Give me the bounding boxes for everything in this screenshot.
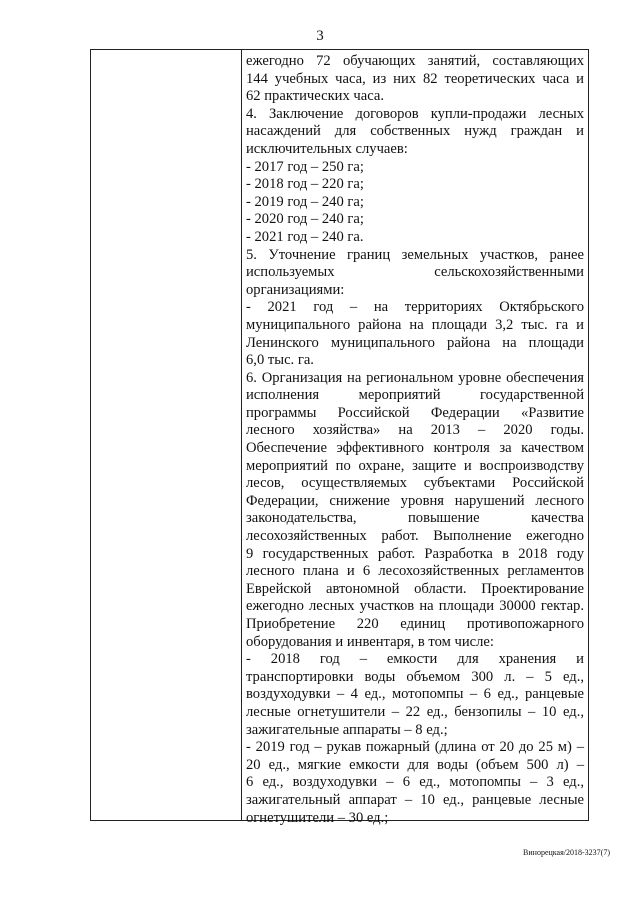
text-line: используемых сельскохозяйственными — [246, 264, 584, 281]
text-line: муниципального района на площади 3,2 тыс. га и — [246, 316, 584, 333]
text-line: 62 практических часа. — [246, 88, 385, 105]
text-line: транспортировки воды объемом 300 л. – 5 ед., — [246, 668, 584, 685]
text-line: - 2019 год – рукав пожарный (длина от 20 до 25 м) – — [246, 739, 584, 756]
text-line: воздуходувки – 4 ед., мотопомпы – 6 ед., ранцевые — [246, 686, 584, 703]
text-line: оборудования и инвентаря, в том числе: — [246, 633, 494, 650]
text-line: 6. Организация на региональном уровне обеспечения — [246, 369, 584, 386]
text-line: 9 государственных работ. Разработка в 2018 году — [246, 545, 584, 562]
text-line: Ленинского муниципального района на площади — [246, 334, 584, 351]
text-line: - 2017 год – 250 га; — [246, 158, 364, 175]
text-line: Федерации, снижение уровня нарушений лесного — [246, 492, 584, 509]
text-line: ежегодно лесных участков на площади 30000 гектар. — [246, 598, 584, 615]
text-line: лесохозяйственных работ. Выполнение ежегодно — [246, 528, 584, 545]
text-line: 5. Уточнение границ земельных участков, ранее — [246, 246, 584, 263]
text-line: 4. Заключение договоров купли-продажи лесных — [246, 105, 584, 122]
text-line: Еврейской автономной области. Проектирование — [246, 580, 584, 597]
text-line: - 2019 год – 240 га; — [246, 193, 364, 210]
text-line: лесов, осуществляемых субъектами Российской — [246, 475, 584, 492]
text-line: - 2021 год – 240 га. — [246, 228, 364, 245]
text-line: исполнения мероприятий государственной — [246, 387, 584, 404]
text-line: организациями: — [246, 281, 345, 298]
text-line: - 2020 год – 240 га; — [246, 211, 364, 228]
page-number: 3 — [316, 28, 324, 44]
text-line: лесного плана и 6 лесохозяйственных регламентов — [246, 563, 584, 580]
text-line: программы Российской Федерации «Развитие — [246, 404, 584, 421]
text-line: законодательства, повышение качества — [246, 510, 584, 527]
text-line: 6 ед., воздуходувки – 6 ед., мотопомпы – 3 ед., — [246, 774, 584, 791]
text-line: насаждений для собственных нужд граждан и — [246, 123, 584, 140]
text-line: 6,0 тыс. га. — [246, 352, 314, 369]
text-line: исключительных случаев: — [246, 140, 408, 157]
text-line: - 2018 год – емкости для хранения и — [246, 651, 584, 668]
text-line: лесные огнетушители – 22 ед., бензопилы – 10 ед., — [246, 703, 584, 720]
document-table — [90, 49, 589, 826]
text-line: мероприятий по охране, защите и воспроизводству — [246, 457, 584, 474]
text-line: 20 ед., мягкие емкости для воды (объем 500 л) – — [246, 756, 584, 773]
text-line: 144 учебных часа, из них 82 теоретических часа и — [246, 70, 584, 87]
text-line: зажигательный аппарат – 10 ед., ранцевые лесные — [246, 791, 584, 808]
table-right-column — [242, 50, 588, 826]
table-left-column — [91, 50, 242, 820]
document-footer-code: Винорецкая/2018-3237(7) — [523, 848, 610, 857]
text-line: зажигательные аппараты – 8 ед.; — [246, 721, 448, 738]
text-line: огнетушители – 30 ед.; — [246, 809, 389, 826]
text-line: - 2021 год – на территориях Октябрьского — [246, 299, 584, 316]
text-line: Приобретение 220 единиц противопожарного — [246, 616, 584, 632]
text-line: ежегодно 72 обучающих занятий, составляющих — [246, 53, 584, 69]
text-line: Обеспечение эффективного контроля за качеством — [246, 440, 584, 457]
text-line: лесного хозяйства» на 2013 – 2020 годы. — [246, 422, 584, 439]
text-line: - 2018 год – 220 га; — [246, 176, 364, 193]
